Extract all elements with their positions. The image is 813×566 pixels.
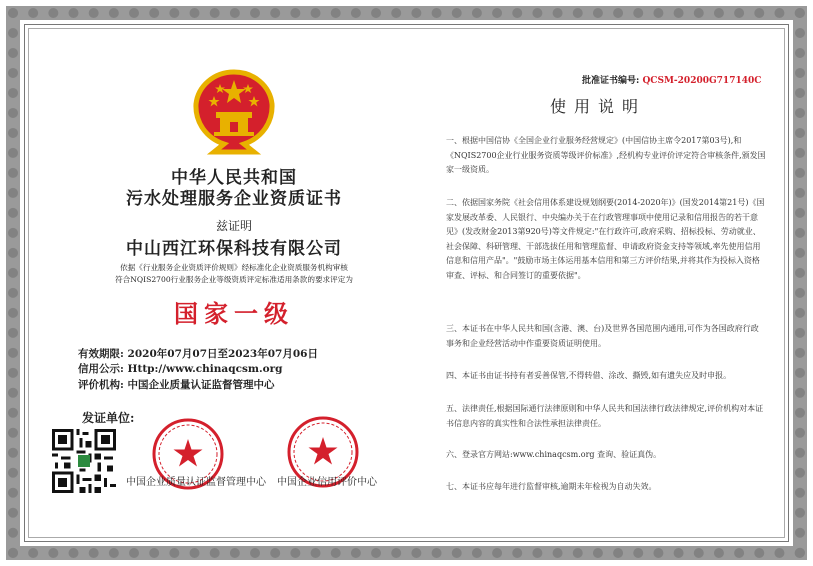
country-title: 中华人民共和国 bbox=[171, 168, 297, 188]
qr-code-icon bbox=[52, 429, 116, 493]
credit-website bbox=[78, 361, 283, 376]
website-value: Http://www.chinaqcsm.org bbox=[127, 363, 283, 375]
national-emblem-icon bbox=[184, 64, 284, 156]
certify-text: 兹证明 bbox=[215, 219, 252, 233]
basis-line-2: 符合NQIS2700行业服务企业等级资质评定标准适用条款的要求评定为 bbox=[115, 275, 353, 284]
instruction-item: 四、本证书由证书持有者妥善保管,不得转借、涂改、撕毁,如有遗失应及时申报。 bbox=[446, 371, 732, 380]
evaluator-value: 中国企业质量认证监督管理中心 bbox=[127, 379, 275, 391]
instruction-item: 七、本证书应每年进行监督审核,逾期未年检视为自动失效。 bbox=[446, 482, 657, 491]
company-name: 中山西江环保科技有限公司 bbox=[126, 239, 342, 259]
issuer-org-1: 中国企业质量认证监督管理中心 bbox=[126, 477, 266, 488]
valid-period bbox=[78, 346, 318, 361]
approval-label: 批准证书编号: bbox=[582, 76, 640, 86]
instruction-item: 六、登录官方网站:www.chinaqcsm.org 查询、验证真伪。 bbox=[446, 450, 662, 459]
website-label: 信用公示: bbox=[78, 363, 124, 375]
valid-label: 有效期限: bbox=[78, 348, 124, 360]
evaluator bbox=[78, 377, 275, 392]
approval-number bbox=[582, 73, 761, 86]
instruction-item: 三、本证书在中华人民共和国(含港、澳、台)及世界各国范围内通用,可作为各国政府行政事务和企业经营活动中作重要资质证明使用。 bbox=[446, 324, 759, 348]
issuers-label: 发证单位: bbox=[82, 411, 135, 425]
grade-label: 国家一级 bbox=[174, 299, 294, 328]
instructions-title: 使用说明 bbox=[549, 97, 646, 116]
instruction-item: 二、依据国家务院《社会信用体系建设规划纲要(2014-2020年)》(国发2014第21号)《国家发展改革委、人民银行、中央编办关于在行政管理事项中使用记录和信用报告的若干意见》(发改财金2013第920号)等文件规定:"在行政许可,政府采购、招标投标、劳动就业、社会保障、科研管理、干部选拔任用和管理监督、申请政府资金支持等领域,率先使用信用信息和信用产品"。"鼓励市场主体运用基本信用和第三方评价结果,并将其作为投标入资格审查、评标、和合同签订的重要依据"。 bbox=[446, 198, 765, 280]
certificate-title: 污水处理服务企业资质证书 bbox=[126, 189, 342, 209]
basis-line-1: 依据《行业服务企业资质评价规则》经标准化企业资质服务机构审核 bbox=[120, 263, 348, 272]
approval-code: QCSM-20200G717140C bbox=[642, 76, 762, 86]
valid-value: 2020年07月07日至2023年07月06日 bbox=[127, 348, 318, 360]
instruction-item: 五、法律责任,根据国际通行法律原则和中华人民共和国法律行政法律规定,评价机构对本证书信息内容的真实性和合法性承担法律责任。 bbox=[446, 404, 764, 428]
issuer-org-2: 中国企业信用评价中心 bbox=[277, 477, 377, 488]
evaluator-label: 评价机构: bbox=[78, 379, 124, 391]
instruction-item: 一、根据中国信协《全国企业行业服务经营规定》(中国信协主席令2017第03号),和《NQIS2700企业行业服务资质等级评价标准》,经机构专业评价评定符合审核条件,颁发国家一级资质。 bbox=[446, 136, 766, 174]
